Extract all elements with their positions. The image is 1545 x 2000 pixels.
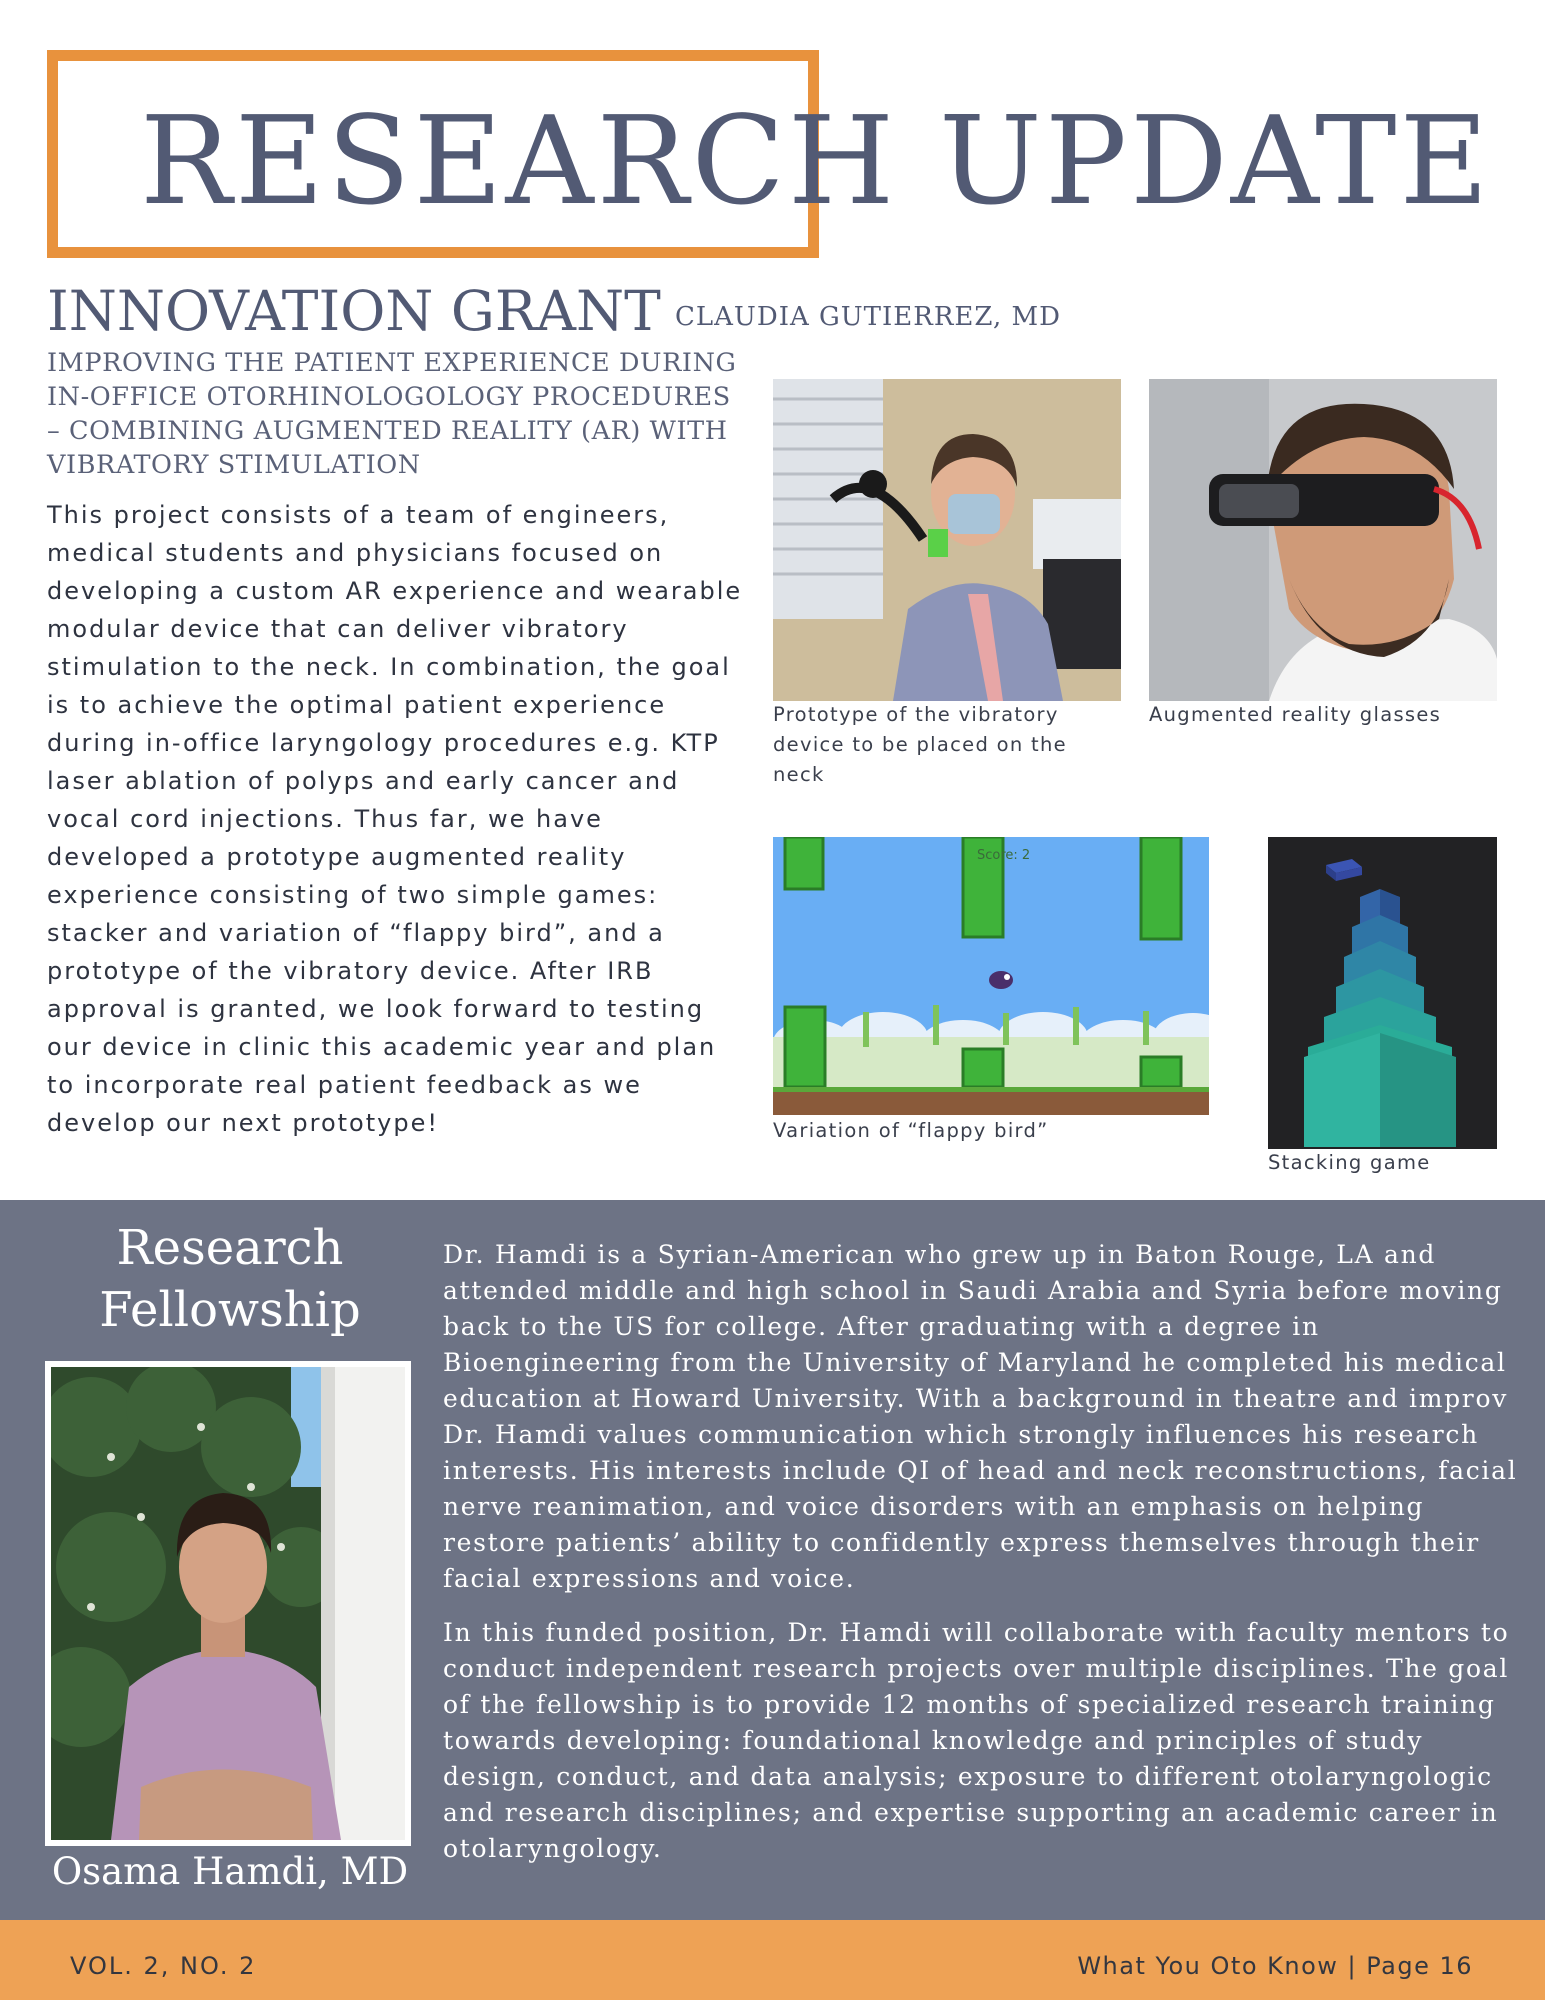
device-caption: Prototype of the vibratory device to be placed on the neck xyxy=(773,703,1067,786)
stacking-game-caption: Stacking game xyxy=(1268,1151,1431,1174)
fellow-portrait xyxy=(45,1361,411,1846)
grant-heading: INNOVATION GRANT xyxy=(47,279,661,343)
device-prototype-photo xyxy=(773,379,1121,701)
fellowship-paragraph: Dr. Hamdi is a Syrian-American who grew up in Baton Rouge, LA and attended middle and high school in Saudi Arabia and Syria before moving back to the US for college. After graduating with a degree in Bioengineering from the University of Maryland he completed his medical education at Howard University. With a background in theatre and improv Dr. Hamdi values communication which strongly influences his research interests. His interests include QI of head and neck reconstructions, facial nerve reanimation, and voice disorders with an emphasis on helping restore patients’ ability to confidently express themselves through their facial expressions and voice. xyxy=(443,1240,1518,1593)
grant-author: CLAUDIA GUTIERREZ, MD xyxy=(675,302,1062,332)
ar-glasses-photo xyxy=(1149,379,1497,701)
flappy-bird-caption: Variation of “flappy bird” xyxy=(773,1119,1049,1142)
stacking-game-screenshot xyxy=(1268,837,1497,1149)
flappy-bird-screenshot xyxy=(773,837,1209,1115)
project-description: This project consists of a team of engineers, medical students and physicians focused on developing a custom AR experience and wearable modular device that can deliver vibratory stimulation to the neck. In combination, the goal is to achieve the optimal patient experience during in-office laryngology procedures e.g. KTP laser ablation of polyps and early cancer and vocal cord injections. Thus far, we have developed a prototype augmented reality experience consisting of two simple games: stacker and variation of “flappy bird”, and a prototype of the vibratory device. After IRB approval is granted, we look forward to testing our device in clinic this academic year and plan to incorporate real patient feedback as we develop our next prototype! xyxy=(47,501,743,1137)
fellow-name: Osama Hamdi, MD xyxy=(51,1850,409,1893)
project-title: IMPROVING THE PATIENT EXPERIENCE DURING IN-OFFICE OTORHINOLOGOLOGY PROCEDURES – COMBINING AUGMENTED REALITY (AR) WITH VIBRATORY STIMULATION xyxy=(47,348,737,480)
issue-volume: VOL. 2, NO. 2 xyxy=(70,1952,257,1980)
page-title: RESEARCH UPDATE xyxy=(140,90,1492,232)
fellowship-paragraph: In this funded position, Dr. Hamdi will collaborate with faculty mentors to conduct independent research projects over multiple disciplines. The goal of the fellowship is to provide 12 months of specialized research training towards developing: foundational knowledge and principles of study design, conduct, and data analysis; exposure to different otolaryngologic and research disciplines; and expertise supporting an academic career in otolaryngology. xyxy=(443,1618,1510,1863)
fellowship-heading: Research Fellowship xyxy=(99,1220,361,1338)
ar-glasses-caption: Augmented reality glasses xyxy=(1149,703,1442,726)
flappy-score-label: Score: 2 xyxy=(977,848,1031,863)
page-number: What You Oto Know | Page 16 xyxy=(1077,1952,1473,1980)
fellowship-description xyxy=(443,1237,1523,1867)
